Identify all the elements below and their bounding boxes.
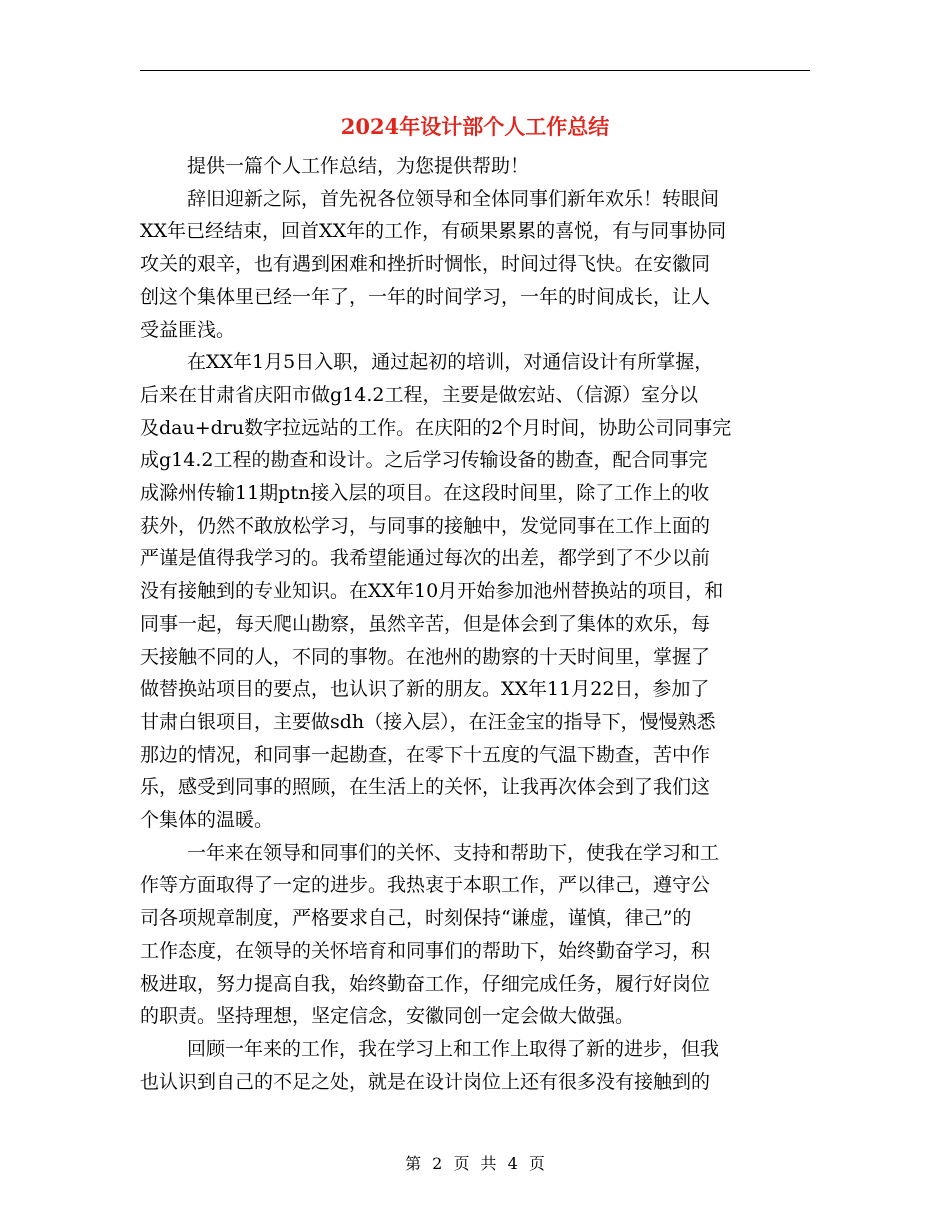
paragraph-line: 司各项规章制度，严格要求自己，时刻保持“谦虚，谨慎，律己”的 <box>140 907 692 930</box>
document-body <box>140 150 812 1098</box>
document-title: 2024年设计部个人工作总结 <box>340 114 610 139</box>
paragraph-line: 的职责。坚持理想，坚定信念，安徽同创一定会做大做强。 <box>140 1005 635 1028</box>
paragraph-line: 天接触不同的人，不同的事物。在池州的勘察的十天时间里，掌握了 <box>140 645 711 668</box>
paragraph-line: 辞旧迎新之际，首先祝各位领导和全体同事们新年欢乐！转眼间 <box>187 187 720 210</box>
paragraph-line: 甘肃白银项目，主要做sdh（接入层），在汪金宝的指导下，慢慢熟悉 <box>140 710 716 733</box>
paragraph-line: 获外，仍然不敢放松学习，与同事的接触中，发觉同事在工作上面的 <box>140 514 711 537</box>
paragraph-line: 后来在甘肃省庆阳市做g14.2工程，主要是做宏站、（信源）室分以 <box>140 383 698 406</box>
paragraph-line: 攻关的艰辛，也有遇到困难和挫折时惆怅，时间过得飞快。在安徽同 <box>140 253 711 276</box>
paragraph-line: XX年已经结束，回首XX年的工作，有硕果累累的喜悦，有与同事协同 <box>140 220 727 243</box>
paragraph <box>140 150 812 183</box>
paragraph-line: 回顾一年来的工作，我在学习上和工作上取得了新的进步，但我 <box>187 1037 720 1060</box>
paragraph-line: 那边的情况，和同事一起勘查，在零下十五度的气温下勘查，苦中作 <box>140 743 711 766</box>
paragraph-line: 作等方面取得了一定的进步。我热衷于本职工作，严以律己，遵守公 <box>140 874 711 897</box>
paragraph-line: 极进取，努力提高自我，始终勤奋工作，仔细完成任务，履行好岗位 <box>140 972 711 995</box>
paragraph-line: 个集体的温暖。 <box>140 809 274 832</box>
page-number-footer: 第 2 页 共 4 页 <box>405 1154 545 1173</box>
paragraph <box>140 183 812 347</box>
paragraph-line: 在XX年1月5日入职，通过起初的培训，对通信设计有所掌握， <box>187 351 714 374</box>
paragraph-line: 创这个集体里已经一年了，一年的时间学习，一年的时间成长，让人 <box>140 285 711 308</box>
paragraph-line: 工作态度，在领导的关怀培育和同事们的帮助下，始终勤奋学习，积 <box>140 939 711 962</box>
paragraph-line: 乐，感受到同事的照顾，在生活上的关怀，让我再次体会到了我们这 <box>140 776 711 799</box>
paragraph-line: 及dau+dru数字拉远站的工作。在庆阳的2个月时间，协助公司同事完 <box>140 416 732 439</box>
paragraph <box>140 837 812 1033</box>
paragraph-line: 没有接触到的专业知识。在XX年10月开始参加池州替换站的项目，和 <box>140 580 724 603</box>
paragraph <box>140 1033 812 1098</box>
paragraph-line: 成滁州传输11期ptn接入层的项目。在这段时间里，除了工作上的收 <box>140 482 710 505</box>
paragraph-line: 严谨是值得我学习的。我希望能通过每次的出差，都学到了不少以前 <box>140 547 711 570</box>
paragraph-line: 提供一篇个人工作总结，为您提供帮助！ <box>187 155 530 177</box>
paragraph <box>140 346 812 837</box>
paragraph-line: 做替换站项目的要点，也认识了新的朋友。XX年11月22日，参加了 <box>140 678 710 701</box>
paragraph-line: 受益匪浅。 <box>140 318 236 341</box>
paragraph-line: 也认识到自己的不足之处，就是在设计岗位上还有很多没有接触到的 <box>140 1070 711 1093</box>
paragraph-line: 成g14.2工程的勘查和设计。之后学习传输设备的勘查，配合同事完 <box>140 449 708 472</box>
header-rule <box>140 70 810 71</box>
paragraph-line: 同事一起，每天爬山勘察，虽然辛苦，但是体会到了集体的欢乐，每 <box>140 612 711 635</box>
paragraph-line: 一年来在领导和同事们的关怀、支持和帮助下，使我在学习和工 <box>187 841 720 864</box>
